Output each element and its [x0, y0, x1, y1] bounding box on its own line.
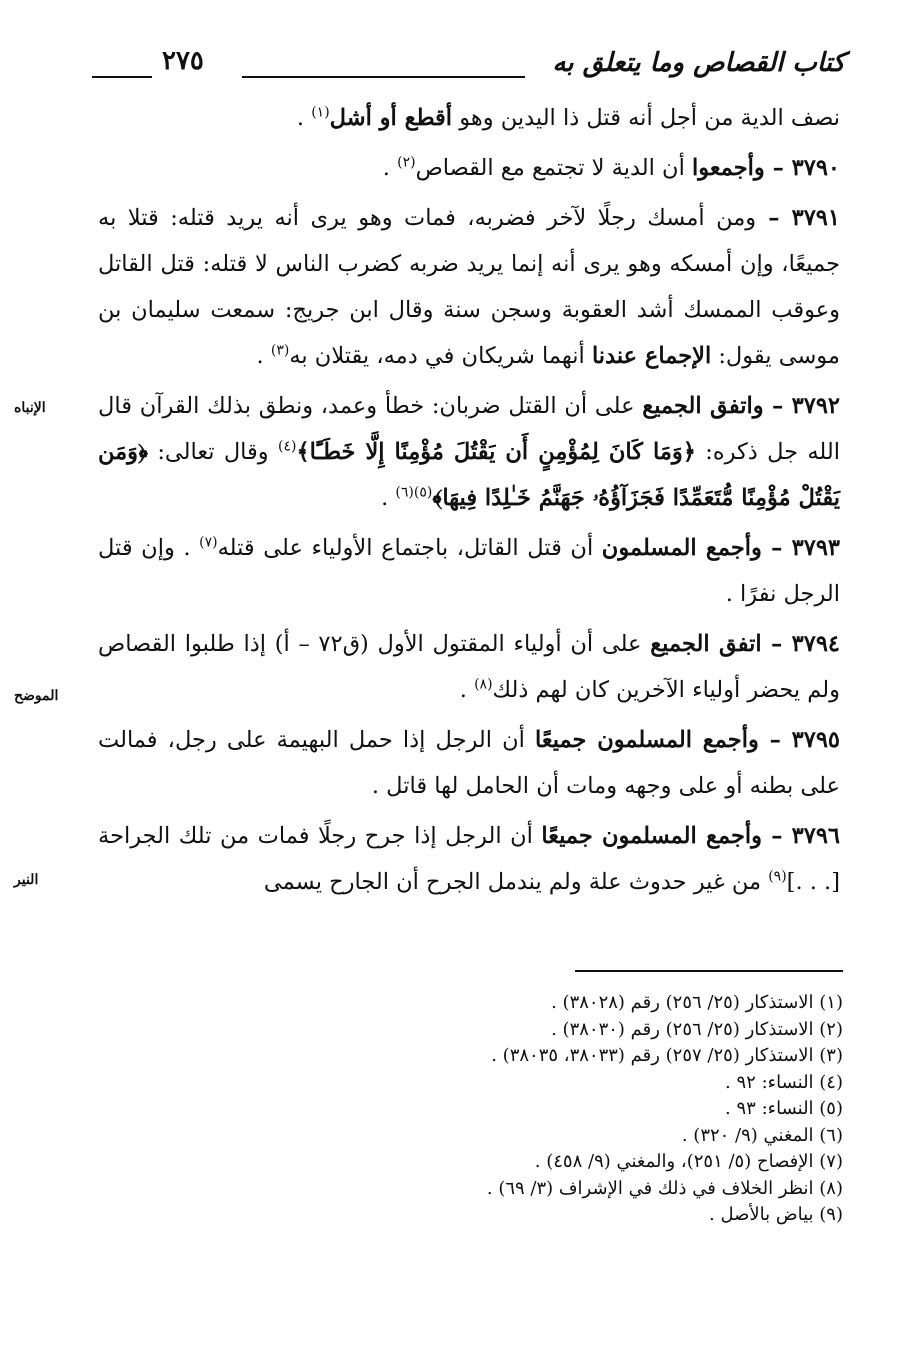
paragraph: [98, 383, 840, 521]
text-run: .: [381, 485, 396, 511]
header-rule: [242, 76, 525, 78]
bold-text: وأجمعوا: [691, 155, 765, 181]
text-run: وقال تعالى:: [148, 439, 278, 465]
page-header: [92, 40, 845, 90]
bold-text: اتفق الجميع: [650, 631, 762, 657]
text-run: .: [296, 105, 312, 131]
bold-text: الإجماع عندنا: [591, 343, 712, 369]
footnote-item: (١) الاستذكار (٢٥/ ٢٥٦) رقم (٣٨٠٢٨) .: [551, 992, 843, 1013]
text-run: .: [459, 677, 475, 703]
text-run: من غير حدوث علة ولم يندمل الجرح أن الجارح يسمى: [263, 869, 769, 895]
footnote-item: (٥) النساء: ٩٣ .: [725, 1098, 843, 1119]
bold-text: وأجمع المسلمون جميعًا: [541, 823, 762, 849]
footnote-item: (٦) المغني (٩/ ٣٢٠) .: [681, 1124, 843, 1146]
bold-text: ٣٧٩٤ –: [761, 631, 841, 657]
page-number: ٢٧٥: [162, 46, 204, 76]
bold-text: ٣٧٩١ –: [756, 205, 840, 231]
text-run: أن قتل القاتل، باجتماع الأولياء على قتله: [217, 535, 602, 561]
text-run: ومن أمسك رجلًا لآخر فضربه، فمات وهو يرى أنه يريد قتله: قتلا به جميعًا، وإن أمسكه وهو يرى أنه إنما يريد ضربه كضرب الناس لا قتله: قتل القاتل وعوقب الممسك أشد العقوبة وسجن سنة وقال ابن جريج: سمعت سليمان بن موسى يقول:: [98, 205, 840, 369]
text-run: أن الرجل إذا حمل البهيمة على رجل، فمالت على بطنه أو على وجهه ومات أن الحامل لها قاتل .: [98, 727, 840, 799]
bold-text: وأجمع المسلمون: [601, 535, 762, 561]
text-run: على أن القتل ضربان: خطأ وعمد، ونطق بذلك القرآن قال الله جل ذكره:: [98, 393, 840, 465]
main-text: [98, 95, 840, 905]
paragraph: [98, 95, 840, 141]
footnote-item: (٣) الاستذكار (٢٥/ ٢٥٧) رقم (٣٨٠٣٣، ٣٨٠٣٥) .: [491, 1045, 843, 1066]
footnote-item: (٤) النساء: ٩٢ .: [725, 1071, 843, 1093]
text-run: . وإن قتل الرجل نفرًا .: [98, 535, 840, 607]
footnote-divider: [575, 970, 843, 972]
bold-text: ﴿وَمَا كَانَ لِمُؤْمِنٍ أَن يَقْتُلَ مُؤْمِنًا إِلَّا خَطَـًٔا﴾: [296, 439, 696, 465]
paragraph: [98, 813, 840, 905]
footnote-ref: (٤): [277, 438, 297, 455]
header-rule-short: [92, 76, 152, 78]
footnote-ref: (١): [311, 104, 330, 121]
footnotes: [300, 990, 843, 1229]
bold-text: وأجمع المسلمون جميعًا: [535, 727, 759, 753]
bold-text: واتفق الجميع: [642, 393, 764, 419]
footnote-item: (٨) انظر الخلاف في ذلك في الإشراف (٣/ ٦٩) .: [486, 1177, 843, 1199]
header-title: كتاب القصاص وما يتعلق به: [552, 48, 845, 78]
margin-note-inbah: الإنباه: [14, 400, 46, 416]
bold-text: ﴿وَمَن يَقْتُلْ مُؤْمِنًا مُّتَعَمِّدًا فَجَزَآؤُهُۥ جَهَنَّمُ خَـٰلِدًا فِيهَا﴾: [98, 439, 840, 511]
paragraph: [98, 525, 840, 617]
text-run: أن الدية لا تجتمع مع القصاص: [415, 155, 692, 181]
bold-text: ٣٧٩٠ –: [764, 155, 840, 181]
footnote-ref: (٣): [270, 342, 290, 359]
margin-note-nayyir: النير: [14, 872, 39, 888]
bold-text: ٣٧٩٥ –: [758, 727, 841, 753]
bold-text: ٣٧٩٣ –: [761, 535, 841, 561]
footnote-item: (٩) بياض بالأصل .: [709, 1204, 843, 1225]
footnote-ref: (٨): [474, 676, 493, 693]
bold-text: ٣٧٩٦ –: [762, 823, 840, 849]
text-run: .: [256, 343, 271, 369]
footnote-ref: (٧): [199, 534, 218, 551]
paragraph: [98, 717, 840, 809]
paragraph: [98, 145, 840, 191]
footnote-item: (٢) الاستذكار (٢٥/ ٢٥٦) رقم (٣٨٠٣٠) .: [551, 1018, 843, 1040]
paragraph: [98, 621, 840, 713]
footnote-ref: (٥)(٦): [395, 484, 433, 501]
margin-note-mawdih: الموضح: [14, 688, 59, 704]
bold-text: أقطع أو أشل: [329, 105, 453, 131]
text-run: أن الرجل إذا جرح رجلًا فمات من تلك الجراحة [. . .]: [98, 823, 840, 895]
paragraph: [98, 195, 840, 379]
text-run: أنهما شريكان في دمه، يقتلان به: [289, 343, 592, 369]
text-run: على أن أولياء المقتول الأول (ق٧٢ – أ) إذا طلبوا القصاص ولم يحضر أولياء الآخرين كان لهم ذلك: [98, 631, 840, 703]
footnote-item: (٧) الإفصاح (٥/ ٢٥١)، والمغني (٩/ ٤٥٨) .: [534, 1151, 843, 1172]
text-run: نصف الدية من أجل أنه قتل ذا اليدين وهو: [452, 105, 840, 131]
footnote-ref: (٩): [768, 868, 787, 885]
bold-text: ٣٧٩٢ –: [763, 393, 840, 419]
footnote-ref: (٢): [397, 154, 416, 171]
text-run: .: [382, 155, 398, 181]
